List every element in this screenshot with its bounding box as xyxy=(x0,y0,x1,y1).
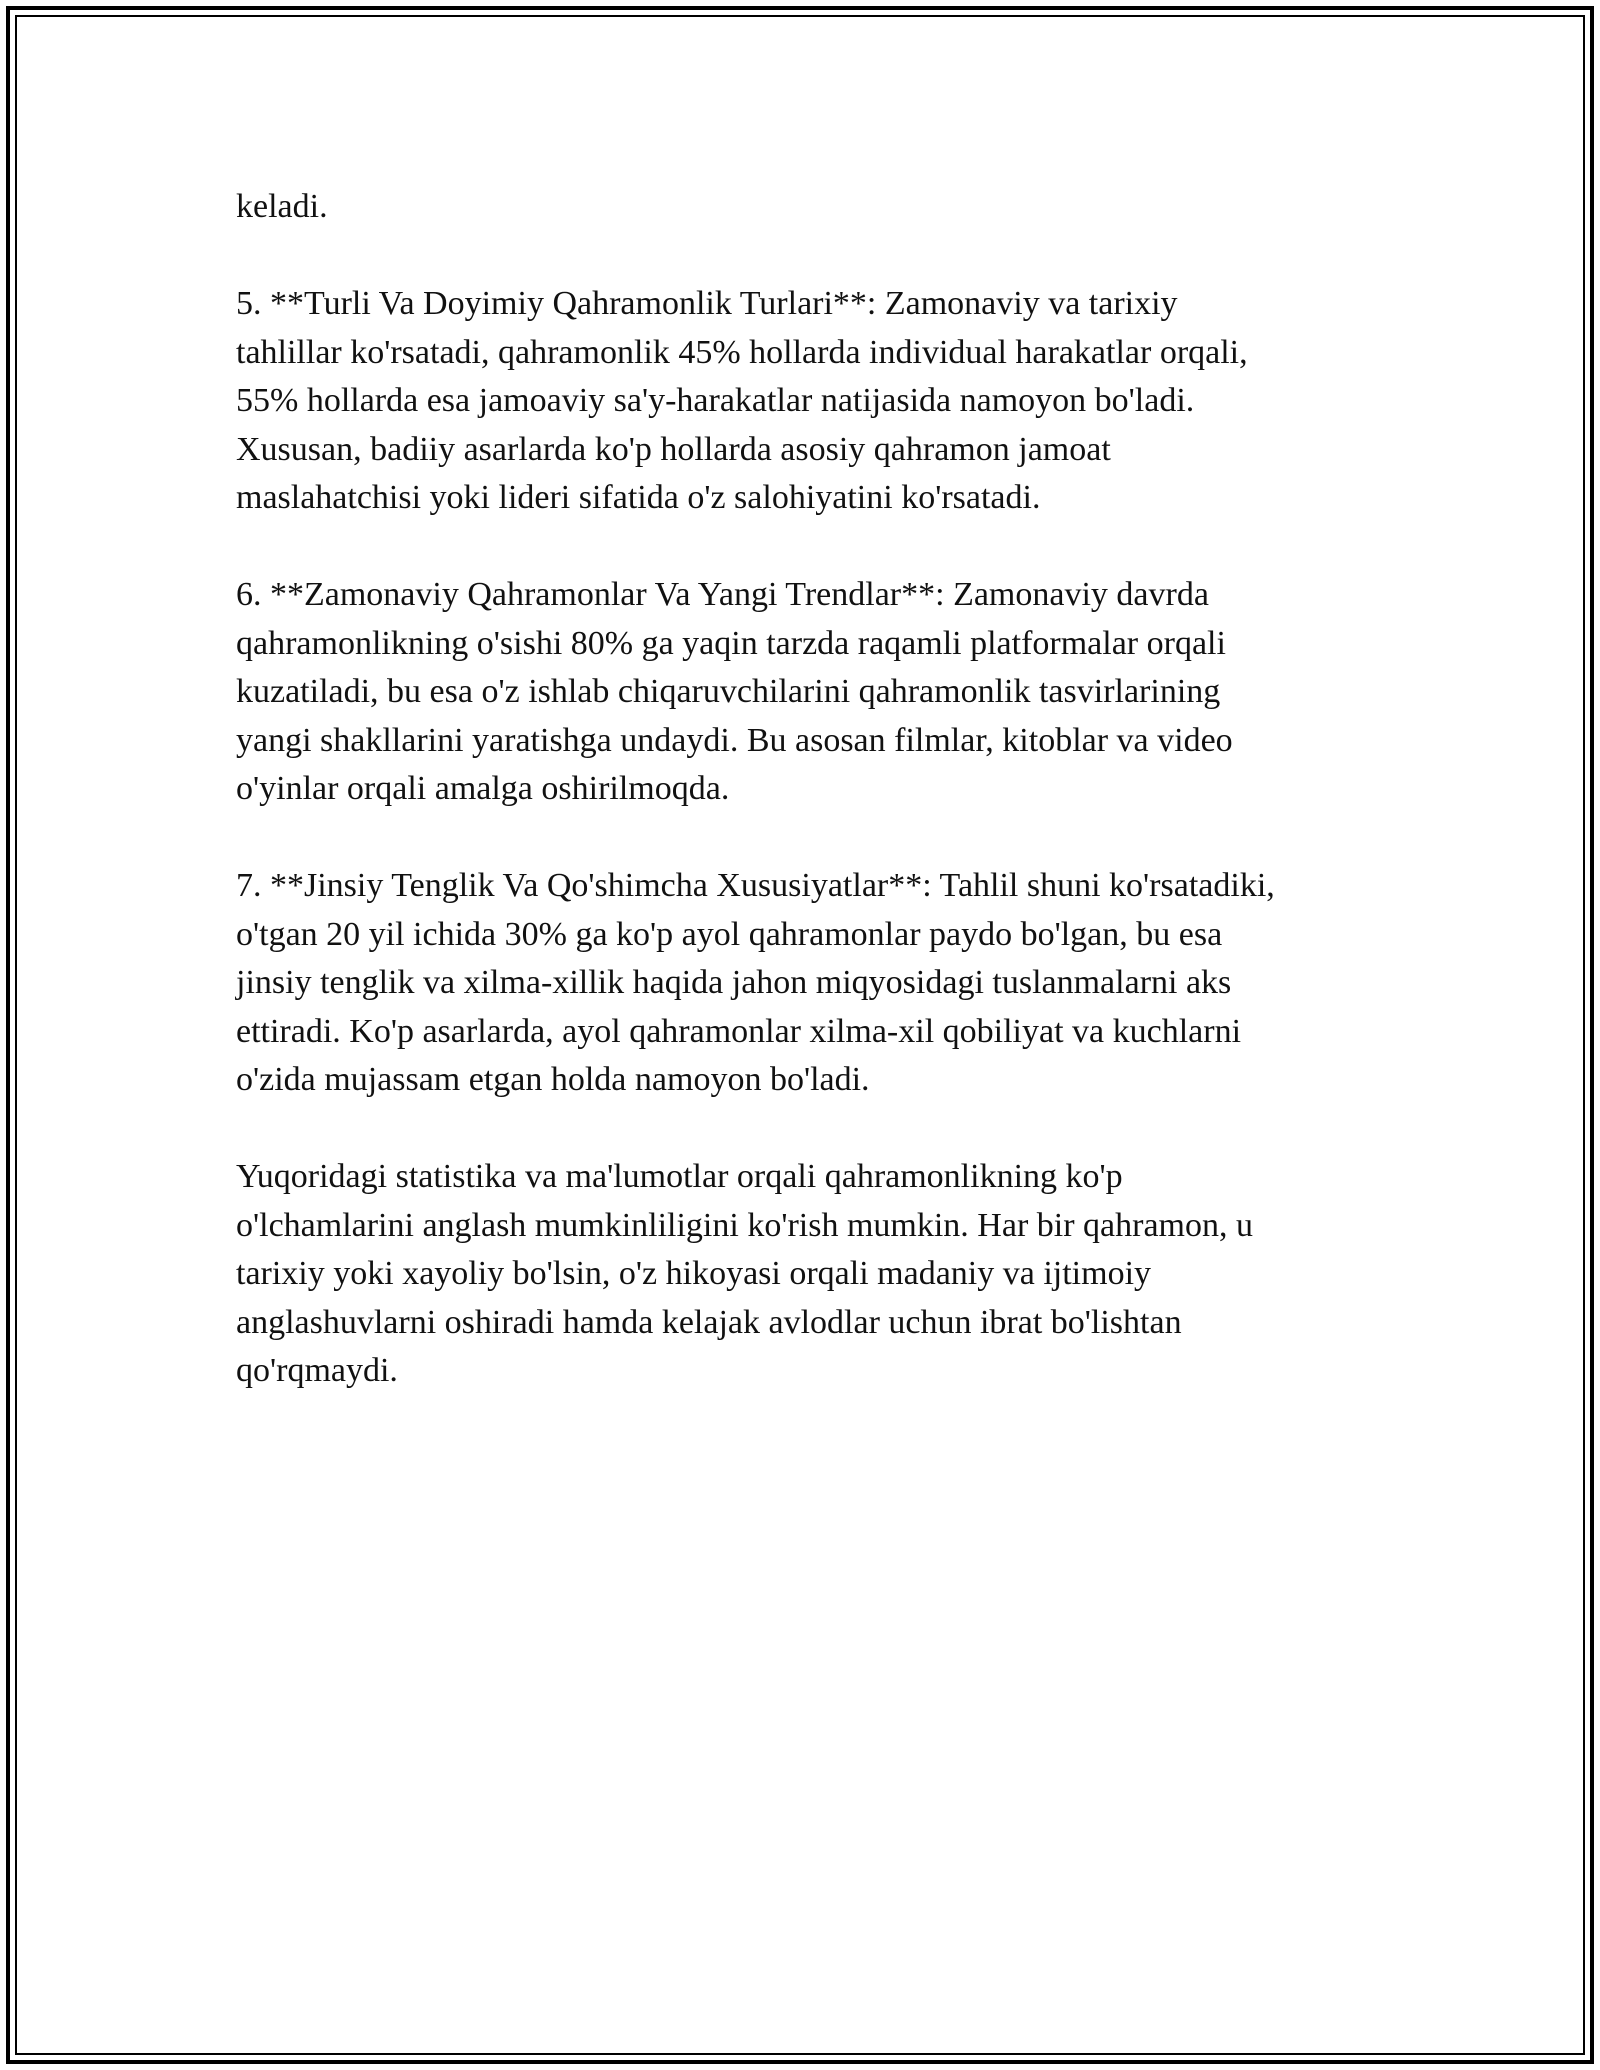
text-line: 55% hollarda esa jamoaviy sa'y-harakatlar natijasida namoyon bo'ladi. xyxy=(236,382,1195,419)
text-line: tarixiy yoki xayoliy bo'lsin, o'z hikoyasi orqali madaniy va ijtimoiy xyxy=(236,1255,1152,1292)
text-line: 7. **Jinsiy Tenglik Va Qo'shimcha Xususiyatlar**: Tahlil shuni ko'rsatadiki, xyxy=(236,867,1275,904)
text-line: Xususan, badiiy asarlarda ko'p hollarda asosiy qahramon jamoat xyxy=(236,430,1111,468)
text-line: qahramonlikning o'sishi 80% ga yaqin tarzda raqamli platformalar orqali xyxy=(236,624,1226,662)
text-line: jinsiy tenglik va xilma-xillik haqida jahon miqyosidagi tuslanmalarni aks xyxy=(236,964,1232,1001)
paragraph-item-5 xyxy=(236,280,1396,523)
text-line: ettiradi. Ko'p asarlarda, ayol qahramonlar xilma-xil qobiliyat va kuchlarni xyxy=(236,1012,1242,1050)
paragraph-item-6 xyxy=(236,571,1396,814)
text-line: tahlillar ko'rsatadi, qahramonlik 45% hollarda individual harakatlar orqali, xyxy=(236,333,1248,371)
text-line: o'zida mujassam etgan holda namoyon bo'ladi. xyxy=(236,1061,870,1098)
document-body xyxy=(236,183,1396,1444)
text-line: o'yinlar orqali amalga oshirilmoqda. xyxy=(236,770,730,807)
text-line: qo'rqmaydi. xyxy=(236,1352,398,1389)
text-line: o'lchamlarini anglash mumkinliligini ko'rish mumkin. Har bir qahramon, u xyxy=(236,1206,1253,1244)
paragraph-continuation xyxy=(236,183,1396,232)
text-line: 6. **Zamonaviy Qahramonlar Va Yangi Trendlar**: Zamonaviy davrda xyxy=(236,576,1209,613)
text-line: keladi. xyxy=(236,188,328,225)
text-line: 5. **Turli Va Doyimiy Qahramonlik Turlari**: Zamonaviy va tarixiy xyxy=(236,285,1178,322)
paragraph-item-7 xyxy=(236,862,1396,1105)
text-line: o'tgan 20 yil ichida 30% ga ko'p ayol qahramonlar paydo bo'lgan, bu esa xyxy=(236,915,1223,953)
paragraph-conclusion xyxy=(236,1153,1396,1396)
text-line: anglashuvlarni oshiradi hamda kelajak avlodlar uchun ibrat bo'lishtan xyxy=(236,1303,1182,1341)
text-line: Yuqoridagi statistika va ma'lumotlar orqali qahramonlikning ko'p xyxy=(236,1158,1123,1195)
text-line: maslahatchisi yoki lideri sifatida o'z salohiyatini ko'rsatadi. xyxy=(236,479,1041,516)
text-line: kuzatiladi, bu esa o'z ishlab chiqaruvchilarini qahramonlik tasvirlarining xyxy=(236,673,1221,710)
text-line: yangi shakllarini yaratishga undaydi. Bu asosan filmlar, kitoblar va video xyxy=(236,721,1233,759)
